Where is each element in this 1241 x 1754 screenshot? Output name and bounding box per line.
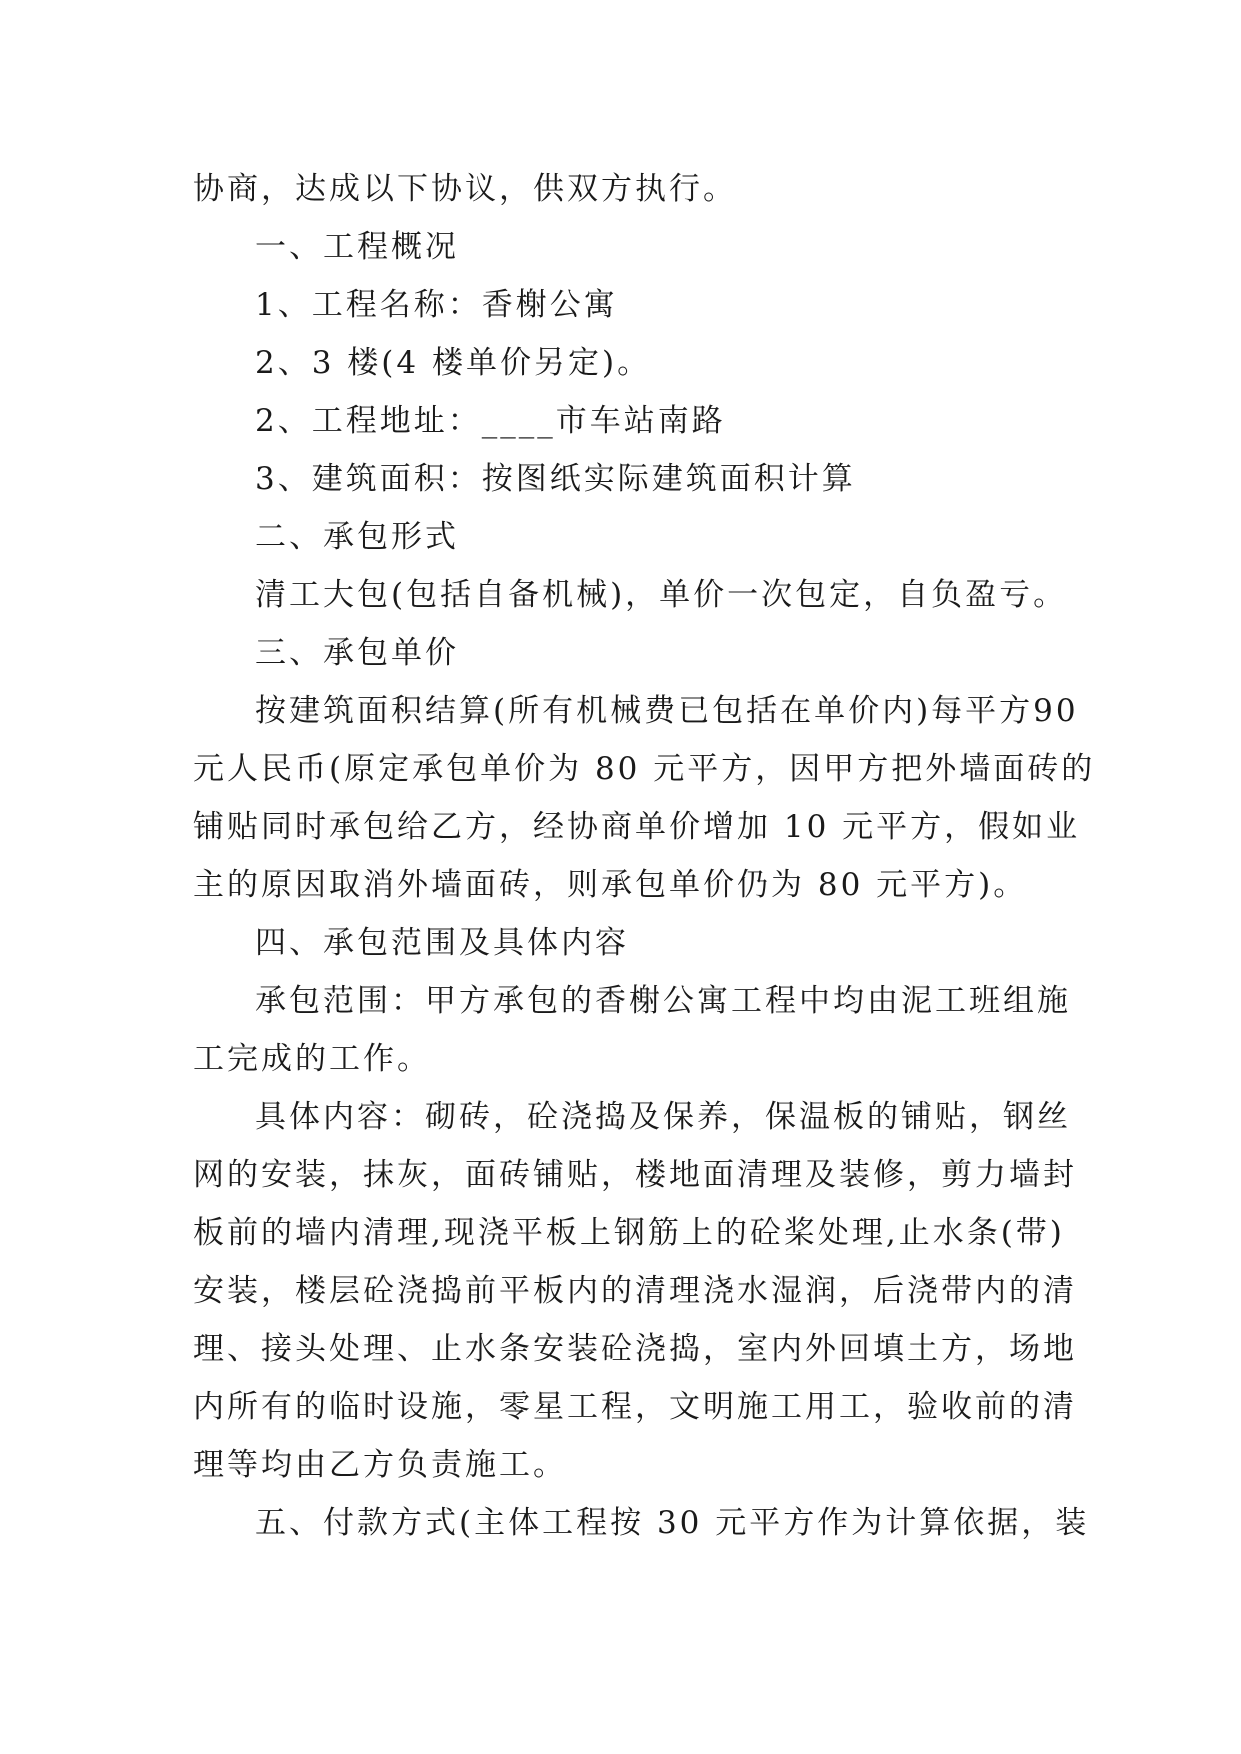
text-line: 网的安装，抹灰，面砖铺贴，楼地面清理及装修，剪力墙封 [193, 1157, 1077, 1193]
text-line: 安装，楼层砼浇捣前平板内的清理浇水湿润，后浇带内的清 [193, 1273, 1077, 1309]
text-line: 主的原因取消外墙面砖，则承包单价仍为 80 元平方)。 [193, 867, 1028, 903]
section-heading: 二、承包形式 [255, 519, 459, 555]
text-line: 具体内容：砌砖，砼浇捣及保养，保温板的铺贴，钢丝 [255, 1099, 1071, 1135]
text-line: 承包范围：甲方承包的香榭公寓工程中均由泥工班组施 [255, 983, 1071, 1019]
section-heading: 一、工程概况 [255, 229, 459, 265]
text-line: 工完成的工作。 [193, 1041, 431, 1077]
text-line: 协商，达成以下协议，供双方执行。 [193, 171, 737, 207]
section-heading: 五、付款方式(主体工程按 30 元平方作为计算依据，装 [255, 1505, 1090, 1541]
text-line: 2、3 楼(4 楼单价另定)。 [255, 345, 652, 381]
text-line: 元人民币(原定承包单价为 80 元平方，因甲方把外墙面砖的 [193, 751, 1096, 787]
text-line: 按建筑面积结算(所有机械费已包括在单价内)每平方90 [255, 693, 1079, 729]
section-heading: 四、承包范围及具体内容 [255, 925, 629, 961]
text-line: 3、建筑面积：按图纸实际建筑面积计算 [255, 461, 856, 497]
text-line: 1、工程名称：香榭公寓 [255, 287, 618, 323]
text-line: 理、接头处理、止水条安装砼浇捣，室内外回填土方，场地 [193, 1331, 1077, 1367]
text-line: 理等均由乙方负责施工。 [193, 1447, 567, 1483]
document-body [193, 160, 1096, 1552]
text-line: 板前的墙内清理,现浇平板上钢筋上的砼桨处理,止水条(带) [193, 1215, 1065, 1251]
text-line: 内所有的临时设施，零星工程，文明施工用工，验收前的清 [193, 1389, 1077, 1425]
text-line: 铺贴同时承包给乙方，经协商单价增加 10 元平方，假如业 [193, 809, 1081, 845]
text-line: 2、工程地址：____市车站南路 [255, 403, 726, 439]
section-heading: 三、承包单价 [255, 635, 459, 671]
text-line: 清工大包(包括自备机械)，单价一次包定，自负盈亏。 [255, 577, 1068, 613]
